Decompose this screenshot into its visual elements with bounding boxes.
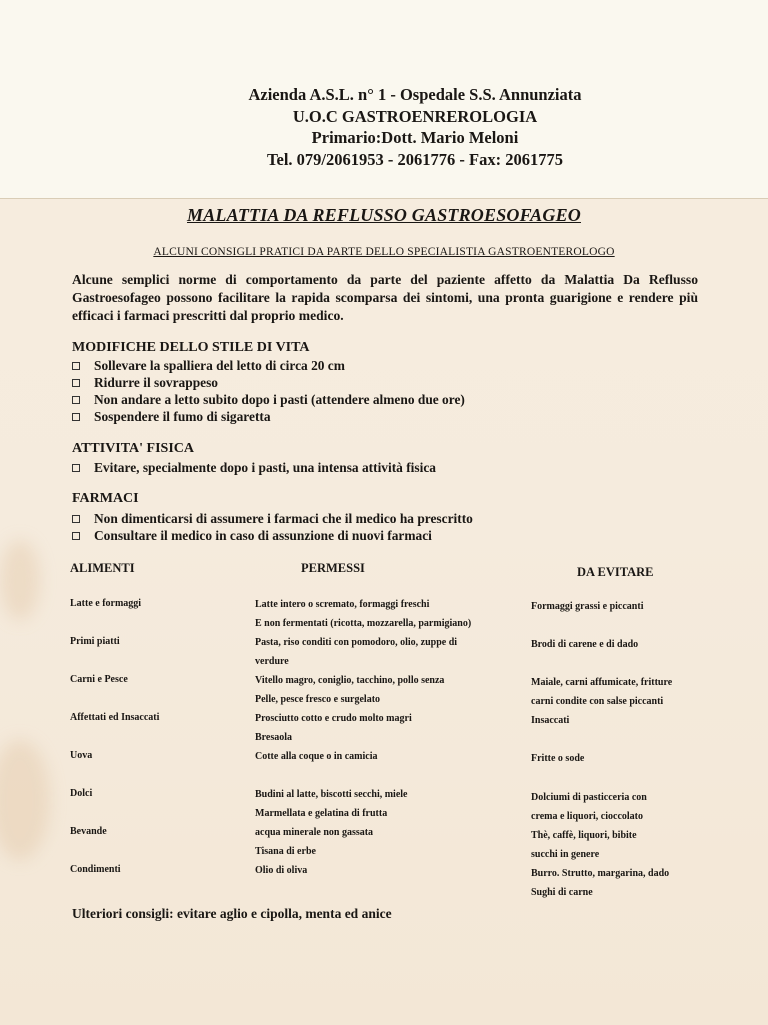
paper-stain xyxy=(0,540,40,620)
table-cell-da-evitare: Insaccati xyxy=(531,715,570,726)
table-row-category: Latte e formaggi xyxy=(70,598,142,609)
table-row-category: Dolci xyxy=(70,788,93,799)
list-item: Non andare a letto subito dopo i pasti (attendere almeno due ore) xyxy=(72,391,465,408)
list-item: Ridurre il sovrappeso xyxy=(72,374,465,391)
checkbox-bullet-icon xyxy=(72,464,80,472)
checkbox-bullet-icon xyxy=(72,362,80,370)
table-cell-da-evitare: Formaggi grassi e piccanti xyxy=(531,601,644,612)
table-cell-da-evitare: Brodi di carene e di dado xyxy=(531,639,639,650)
section-heading-lifestyle: MODIFICHE DELLO STILE DI VITA xyxy=(72,340,310,355)
table-cell-da-evitare: Dolciumi di pasticceria con crema e liquori, cioccolato xyxy=(531,792,647,822)
column-header-alimenti: ALIMENTI xyxy=(70,561,135,575)
table-cell-da-evitare: Fritte o sode xyxy=(531,753,585,764)
table-cell-permessi: Latte intero o scremato, formaggi freschi E non fermentati (ricotta, mozzarella, parmigiano) xyxy=(255,599,472,629)
table-cell-da-evitare: Maiale, carni affumicate, fritture carni condite con salse piccanti xyxy=(531,677,673,707)
checkbox-bullet-icon xyxy=(72,396,80,404)
drugs-list xyxy=(72,510,473,544)
table-row-category: Bevande xyxy=(70,826,107,837)
table-row-category: Primi piatti xyxy=(70,636,120,647)
table-row-category: Uova xyxy=(70,750,93,761)
table-cell-da-evitare: Burro. Strutto, margarina, dado Sughi di carne xyxy=(531,868,670,898)
section-heading-activity: ATTIVITA' FISICA xyxy=(72,441,195,456)
checkbox-bullet-icon xyxy=(72,515,80,523)
letterhead-line-organization: Azienda A.S.L. n° 1 - Ospedale S.S. Annunziata xyxy=(248,85,582,104)
table-cell-da-evitare: Thè, caffè, liquori, bibite succhi in genere xyxy=(531,830,637,860)
table-cell-permessi: Vitello magro, coniglio, tacchino, pollo senza Pelle, pesce fresco e surgelato xyxy=(255,675,445,705)
table-cell-permessi: Pasta, riso conditi con pomodoro, olio, zuppe di verdure xyxy=(255,637,458,667)
intro-paragraph: Alcune semplici norme di comportamento da parte del paziente affetto da Malattia Da Reflusso Gastroesofageo possono facilitare la rapida scomparsa dei sintomi, una pronta guarigione e rendere più efficaci i farmaci prescritti dal proprio medico. xyxy=(72,272,698,323)
checkbox-bullet-icon xyxy=(72,379,80,387)
letterhead xyxy=(0,84,768,170)
list-item: Sollevare la spalliera del letto di circa 20 cm xyxy=(72,357,465,374)
checkbox-bullet-icon xyxy=(72,532,80,540)
table-row-category: Affettati ed Insaccati xyxy=(70,712,160,723)
letterhead-line-director: Primario:Dott. Mario Meloni xyxy=(311,128,519,147)
table-cell-permessi: Budini al latte, biscotti secchi, miele Marmellata e gelatina di frutta xyxy=(255,789,408,819)
table-row-category: Carni e Pesce xyxy=(70,674,128,685)
lifestyle-list xyxy=(72,357,465,425)
letterhead-line-contacts: Tel. 079/2061953 - 2061776 - Fax: 2061775 xyxy=(267,149,563,169)
checkbox-bullet-icon xyxy=(72,413,80,421)
table-cell-permessi: Olio di oliva xyxy=(255,865,308,876)
document-title: MALATTIA DA REFLUSSO GASTROESOFAGEO xyxy=(187,205,581,225)
table-cell-permessi: Prosciutto cotto e crudo molto magri Bresaola xyxy=(255,713,412,743)
section-heading-drugs: FARMACI xyxy=(72,491,139,506)
list-item: Sospendere il fumo di sigaretta xyxy=(72,408,465,425)
table-row-category: Condimenti xyxy=(70,864,121,875)
column-header-permessi: PERMESSI xyxy=(301,561,365,575)
table-cell-permessi: acqua minerale non gassata Tisana di erbe xyxy=(255,827,374,857)
table-cell-permessi: Cotte alla coque o in camicia xyxy=(255,751,378,762)
list-item: Non dimenticarsi di assumere i farmaci che il medico ha prescritto xyxy=(72,510,473,527)
document-subtitle: ALCUNI CONSIGLI PRATICI DA PARTE DELLO SPECIALISTIA GASTROENTEROLOGO xyxy=(153,246,615,258)
activity-list xyxy=(72,459,436,476)
column-header-da-evitare: DA EVITARE xyxy=(577,565,654,579)
list-item: Evitare, specialmente dopo i pasti, una intensa attività fisica xyxy=(72,459,436,476)
list-item: Consultare il medico in caso di assunzione di nuovi farmaci xyxy=(72,527,473,544)
further-advice: Ulteriori consigli: evitare aglio e cipolla, menta ed anice xyxy=(72,906,392,921)
letterhead-line-department: U.O.C GASTROENREROLOGIA xyxy=(292,106,538,126)
